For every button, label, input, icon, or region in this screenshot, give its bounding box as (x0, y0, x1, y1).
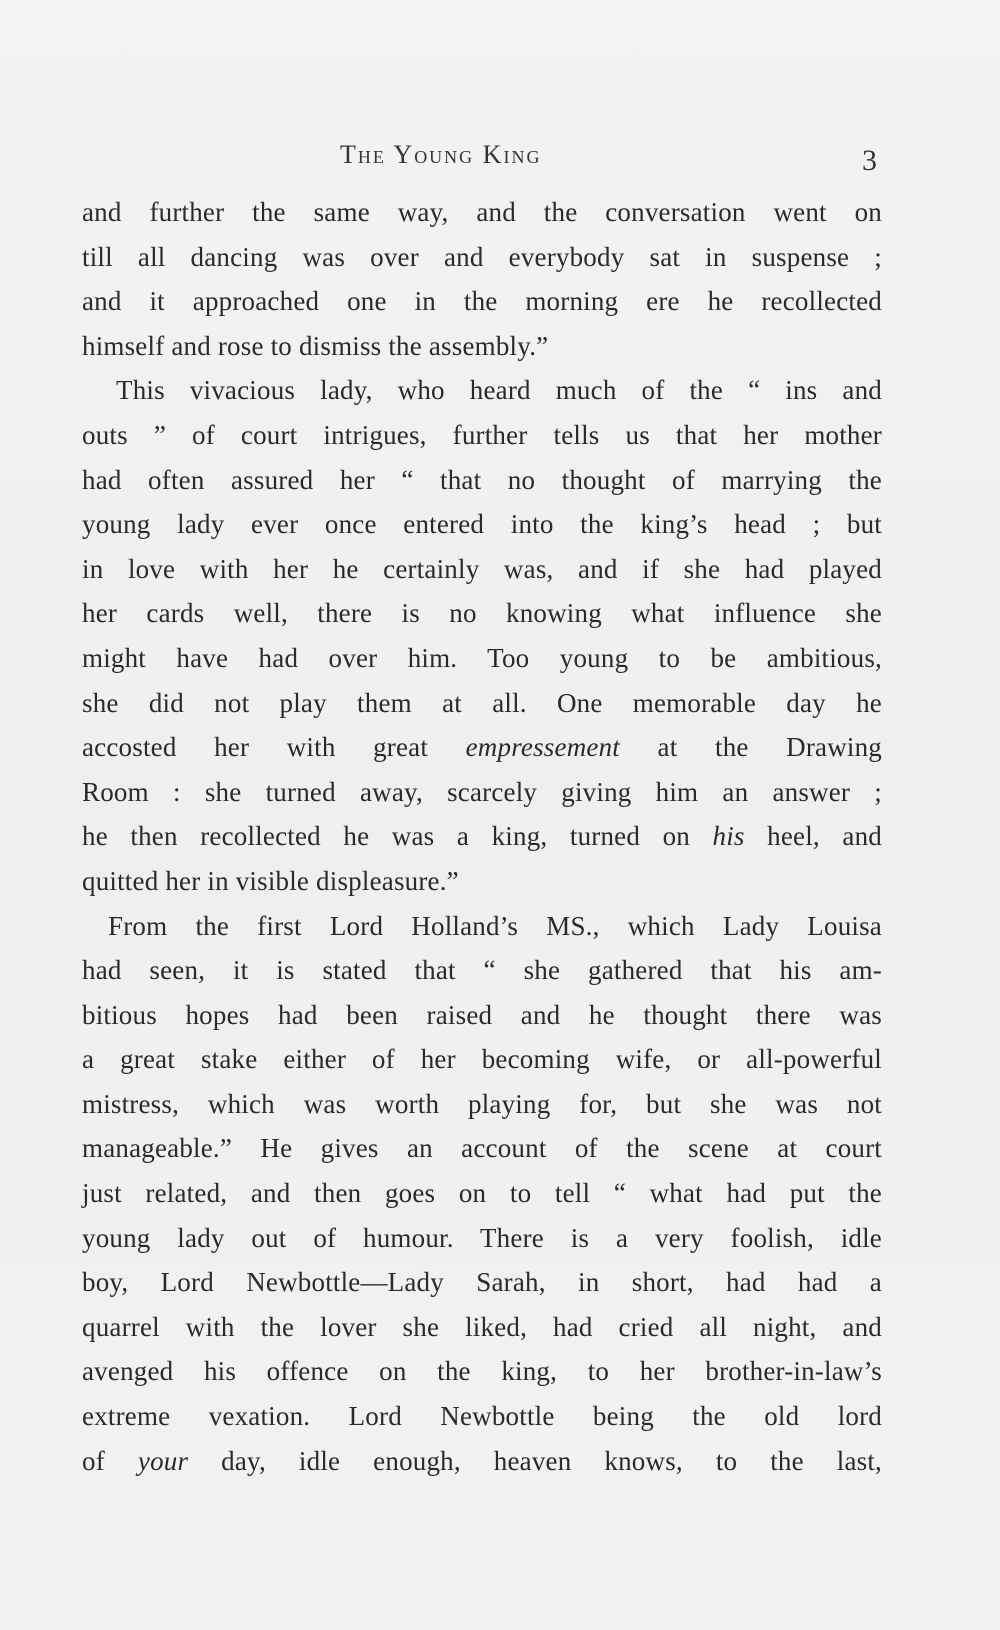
text-line: extreme vexation. Lord Newbottle being the old lord (82, 1401, 882, 1432)
italic-word: your (137, 1445, 189, 1476)
text-line: and it approached one in the morning ere he recollected (82, 286, 882, 317)
page-number: 3 (862, 144, 877, 177)
text-line: young lady out of humour. There is a very foolish, idle (82, 1222, 882, 1253)
text-segment: at the Drawing (657, 732, 883, 763)
text-line: bitious hopes had been raised and he thought there was (82, 999, 882, 1030)
text-line: a great stake either of her becoming wife, or all-powerful (82, 1044, 882, 1075)
text-line: her cards well, there is no knowing what influence she (82, 598, 882, 629)
body-text (82, 190, 882, 1483)
text-line-with-italic (82, 1439, 882, 1484)
text-line: had often assured her “ that no thought of marrying the (82, 464, 882, 495)
text-line: she did not play them at all. One memorable day he (82, 687, 882, 718)
text-line: Room : she turned away, scarcely giving him an answer ; (82, 776, 882, 807)
text-line-with-italic (82, 725, 882, 770)
text-line: might have had over him. Too young to be ambitious, (82, 642, 882, 673)
text-line: manageable.” He gives an account of the scene at court (82, 1133, 882, 1164)
text-line: till all dancing was over and everybody sat in suspense ; (82, 241, 882, 272)
text-segment: he then recollected he was a king, turned on (82, 821, 690, 852)
text-line: just related, and then goes on to tell “ what had put the (82, 1178, 882, 1209)
text-segment: of (82, 1445, 105, 1476)
paragraph-start-line: From the first Lord Holland’s MS., which Lady Louisa (108, 910, 882, 941)
text-line: boy, Lord Newbottle—Lady Sarah, in short, had had a (82, 1267, 882, 1298)
text-line: and further the same way, and the conversation went on (82, 197, 882, 227)
italic-word: his (712, 821, 745, 852)
text-line: had seen, it is stated that “ she gathered that his am- (82, 955, 882, 986)
text-line: young lady ever once entered into the king’s head ; but (82, 509, 882, 540)
text-line: avenged his offence on the king, to her brother-in-law’s (82, 1356, 882, 1387)
text-line-with-italic (82, 814, 882, 859)
text-line: outs ” of court intrigues, further tells us that her mother (82, 419, 882, 450)
text-line: quitted her in visible displeasure.” (82, 865, 459, 896)
paragraph-start-line: This vivacious lady, who heard much of the “ ins and (116, 375, 882, 406)
text-line: quarrel with the lover she liked, had cried all night, and (82, 1311, 882, 1342)
text-line: himself and rose to dismiss the assembly.” (82, 330, 549, 361)
text-line: mistress, which was worth playing for, but she was not (82, 1088, 882, 1119)
text-segment: day, idle enough, heaven knows, to the last, (221, 1445, 883, 1476)
running-title: The Young King (340, 140, 542, 169)
text-segment: heel, and (767, 821, 882, 852)
text-segment: accosted her with great (82, 732, 429, 763)
italic-word: empressement (465, 732, 620, 763)
running-head (0, 134, 1000, 178)
text-line: in love with her he certainly was, and if she had played (82, 553, 882, 584)
